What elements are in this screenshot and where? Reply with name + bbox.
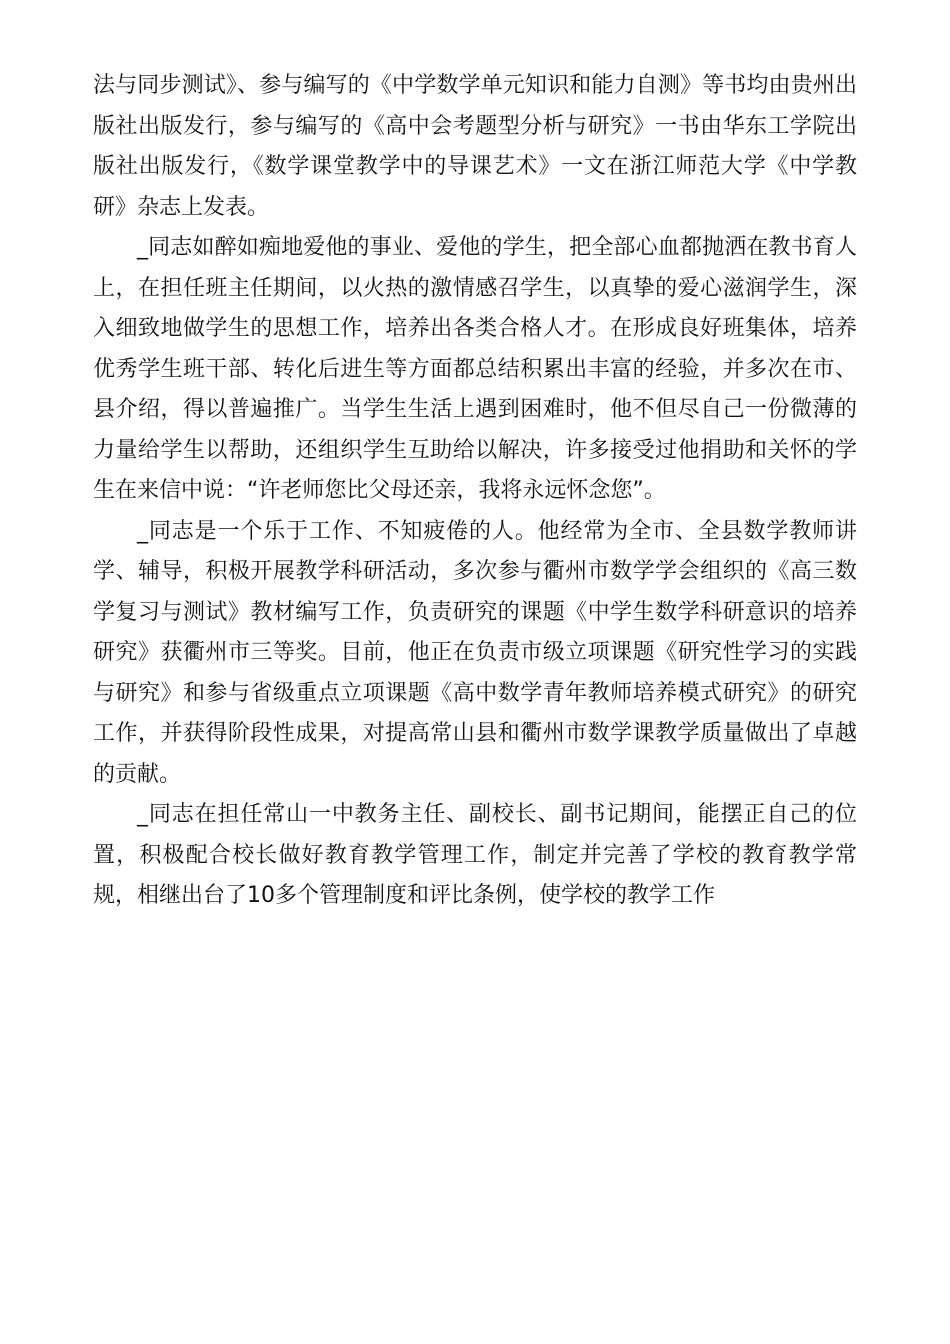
paragraph-2: _同志如醉如痴地爱他的事业、爱他的学生，把全部心血都抛洒在教书育人上，在担任班主任期间，以火热的激情感召学生，以真挚的爱心滋润学生，深入细致地做学生的思想工作，培养出各类合格人才。在形成良好班集体，培养优秀学生班干部、转化后进生等方面都总结积累出丰富的经验，并多次在市、县介绍，得以普遍推广。当学生生活上遇到困难时，他不但尽自己一份微薄的力量给学生以帮助，还组织学生互助给以解决，许多接受过他捐助和关怀的学生在来信中说：“许老师您比父母还亲，我将永远怀念您”。 [93, 235, 857, 503]
paragraph-4: _同志在担任常山一中教务主任、副校长、副书记期间，能摆正自己的位置，积极配合校长做好教育教学管理工作，制定并完善了学校的教育教学常规，相继出台了10多个管理制度和评比条例，使学校的教学工作 [93, 802, 857, 908]
paragraph-3: _同志是一个乐于工作、不知疲倦的人。他经常为全市、全县数学教师讲学、辅导，积极开展教学科研活动，多次参与衢州市数学学会组织的《高三数学复习与测试》教材编写工作，负责研究的课题《中学生数学科研意识的培养研究》获衢州市三等奖。目前，他正在负责市级立项课题《研究性学习的实践与研究》和参与省级重点立项课题《高中数学青年教师培养模式研究》的研究工作，并获得阶段性成果，对提高常山县和衢州市数学课教学质量做出了卓越的贡献。 [93, 518, 857, 787]
paragraph-1: 法与同步测试》、参与编写的《中学数学单元知识和能力自测》等书均由贵州出版社出版发行，参与编写的《高中会考题型分析与研究》一书由华东工学院出版社出版发行，《数学课堂教学中的导课艺术》一文在浙江师范大学《中学教研》杂志上发表。 [93, 73, 857, 220]
document-body [93, 66, 857, 917]
